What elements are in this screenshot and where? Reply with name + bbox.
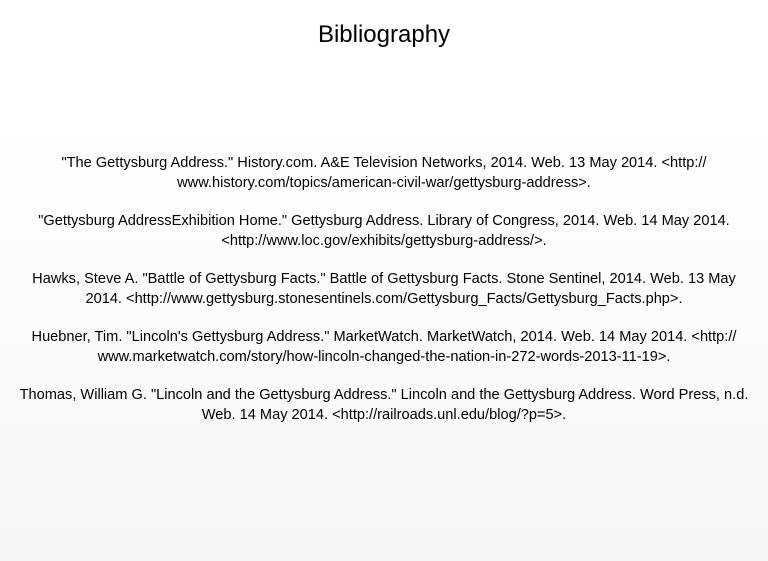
- bibliography-entry: Hawks, Steve A. "Battle of Gettysburg Facts." Battle of Gettysburg Facts. Stone Sentinel, 2014. Web. 13 May 2014. <http://www.gettysburg.stonesentinels.com/Gettysburg_Facts/Gettysburg_Facts.php>.: [32, 271, 736, 307]
- bibliography-entry: "Gettysburg AddressExhibition Home." Gettysburg Address. Library of Congress, 2014. Web. 14 May 2014. <http://www.loc.gov/exhibits/gettysburg-address/>.: [38, 213, 730, 249]
- bibliography-entry: Huebner, Tim. "Lincoln's Gettysburg Address." MarketWatch. MarketWatch, 2014. Web. 14 May 2014. <http:// www.marketwatch.com/story/how-lincoln-changed-the-nation-in-272-words-2013-11-19>.: [31, 329, 737, 365]
- slide-title: Bibliography: [317, 21, 451, 48]
- bibliography-list: [14, 153, 754, 443]
- bibliography-entry: Thomas, William G. "Lincoln and the Gettysburg Address." Lincoln and the Gettysburg Address. Word Press, n.d. Web. 14 May 2014. <http://railroads.unl.edu/blog/?p=5>.: [19, 387, 749, 423]
- bibliography-entry: "The Gettysburg Address." History.com. A&E Television Networks, 2014. Web. 13 May 2014. <http:// www.history.com/topics/american-civil-war/gettysburg-address>.: [61, 155, 707, 191]
